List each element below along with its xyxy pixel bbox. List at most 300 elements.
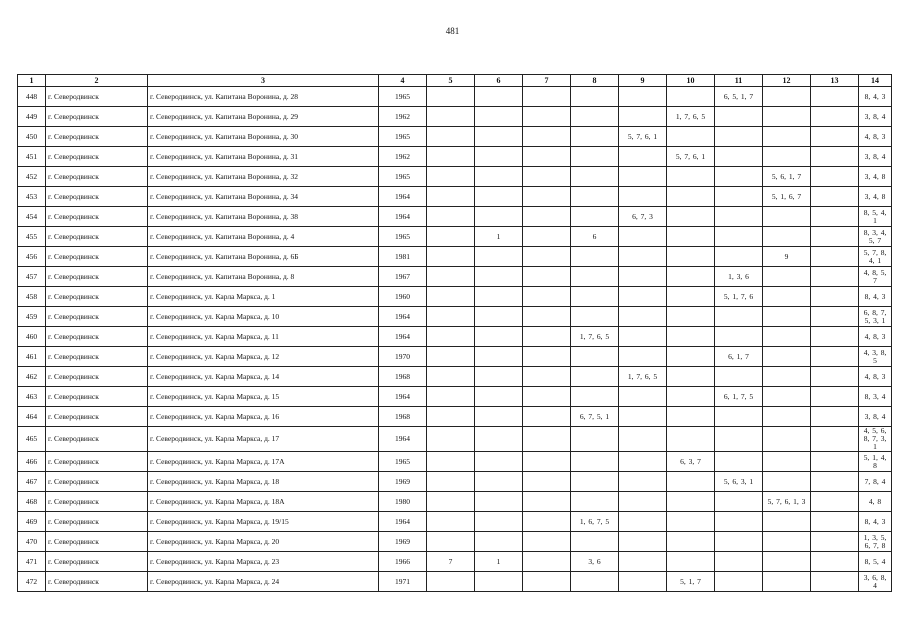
row-number-cell: 457 (18, 267, 46, 287)
col-14-cell: 6, 8, 7, 5, 3, 1 (859, 307, 892, 327)
table-row (18, 307, 892, 327)
col-13-cell (811, 147, 859, 167)
col-6-cell (475, 187, 523, 207)
table-row (18, 407, 892, 427)
row-number-cell: 463 (18, 387, 46, 407)
col-6-cell (475, 367, 523, 387)
col-9-cell (619, 247, 667, 267)
col-14-cell: 4, 8, 3 (859, 367, 892, 387)
col-14-cell: 3, 4, 8 (859, 187, 892, 207)
col-5-cell (427, 227, 475, 247)
col-10-cell (667, 512, 715, 532)
col-11-cell: 6, 1, 7 (715, 347, 763, 367)
col-8-cell (571, 347, 619, 367)
col-14-cell: 7, 8, 4 (859, 472, 892, 492)
col-5-cell (427, 472, 475, 492)
year-cell: 1971 (379, 572, 427, 592)
settlement-cell: г. Северодвинск (46, 512, 148, 532)
col-10-cell (667, 187, 715, 207)
year-cell: 1967 (379, 267, 427, 287)
col-5-cell (427, 267, 475, 287)
col-5-cell (427, 187, 475, 207)
address-cell: г. Северодвинск, ул. Карла Маркса, д. 17А (148, 452, 379, 472)
col-8-cell (571, 267, 619, 287)
settlement-cell: г. Северодвинск (46, 427, 148, 452)
table-row (18, 452, 892, 472)
col-10-cell (667, 472, 715, 492)
col-6-cell: 1 (475, 227, 523, 247)
year-cell: 1964 (379, 327, 427, 347)
col-9-cell: 1, 7, 6, 5 (619, 367, 667, 387)
col-10-cell: 5, 1, 7 (667, 572, 715, 592)
settlement-cell: г. Северодвинск (46, 167, 148, 187)
col-12-cell: 5, 6, 1, 7 (763, 167, 811, 187)
table-row (18, 327, 892, 347)
col-8-cell (571, 532, 619, 552)
col-6-cell (475, 532, 523, 552)
row-number-cell: 469 (18, 512, 46, 532)
col-11-cell (715, 407, 763, 427)
col-8-cell (571, 367, 619, 387)
column-header: 9 (619, 75, 667, 87)
settlement-cell: г. Северодвинск (46, 532, 148, 552)
col-5-cell (427, 307, 475, 327)
col-7-cell (523, 472, 571, 492)
col-11-cell (715, 367, 763, 387)
column-header: 8 (571, 75, 619, 87)
col-8-cell: 6 (571, 227, 619, 247)
col-12-cell (763, 367, 811, 387)
col-14-cell: 4, 8, 3 (859, 327, 892, 347)
year-cell: 1968 (379, 407, 427, 427)
address-cell: г. Северодвинск, ул. Капитана Воронина, д. 31 (148, 147, 379, 167)
col-9-cell (619, 347, 667, 367)
col-8-cell (571, 472, 619, 492)
address-cell: г. Северодвинск, ул. Капитана Воронина, д. 34 (148, 187, 379, 207)
table-row (18, 187, 892, 207)
col-14-cell: 3, 8, 4 (859, 107, 892, 127)
col-10-cell (667, 227, 715, 247)
col-10-cell: 1, 7, 6, 5 (667, 107, 715, 127)
year-cell: 1962 (379, 147, 427, 167)
col-6-cell (475, 167, 523, 187)
column-header: 14 (859, 75, 892, 87)
col-5-cell (427, 427, 475, 452)
address-cell: г. Северодвинск, ул. Карла Маркса, д. 18А (148, 492, 379, 512)
col-14-cell: 8, 5, 4 (859, 552, 892, 572)
col-14-cell: 1, 3, 5, 6, 7, 8 (859, 532, 892, 552)
address-cell: г. Северодвинск, ул. Капитана Воронина, д. 30 (148, 127, 379, 147)
col-6-cell (475, 427, 523, 452)
year-cell: 1965 (379, 227, 427, 247)
col-7-cell (523, 512, 571, 532)
column-header: 2 (46, 75, 148, 87)
col-12-cell (763, 107, 811, 127)
col-11-cell (715, 127, 763, 147)
row-number-cell: 466 (18, 452, 46, 472)
col-13-cell (811, 267, 859, 287)
row-number-cell: 471 (18, 552, 46, 572)
col-8-cell: 1, 7, 6, 5 (571, 327, 619, 347)
col-12-cell (763, 552, 811, 572)
col-14-cell: 4, 3, 8, 5 (859, 347, 892, 367)
col-8-cell (571, 87, 619, 107)
col-14-cell: 4, 8 (859, 492, 892, 512)
col-7-cell (523, 287, 571, 307)
year-cell: 1964 (379, 427, 427, 452)
column-header: 13 (811, 75, 859, 87)
table-row (18, 367, 892, 387)
address-cell: г. Северодвинск, ул. Карла Маркса, д. 18 (148, 472, 379, 492)
register-table (17, 74, 892, 592)
col-8-cell (571, 107, 619, 127)
col-13-cell (811, 167, 859, 187)
table-body (18, 87, 892, 592)
col-7-cell (523, 267, 571, 287)
col-13-cell (811, 407, 859, 427)
col-13-cell (811, 247, 859, 267)
col-6-cell (475, 87, 523, 107)
col-9-cell (619, 187, 667, 207)
col-9-cell (619, 307, 667, 327)
col-7-cell (523, 187, 571, 207)
settlement-cell: г. Северодвинск (46, 187, 148, 207)
col-6-cell (475, 247, 523, 267)
col-12-cell (763, 347, 811, 367)
column-header: 6 (475, 75, 523, 87)
year-cell: 1981 (379, 247, 427, 267)
address-cell: г. Северодвинск, ул. Капитана Воронина, д. 32 (148, 167, 379, 187)
col-13-cell (811, 572, 859, 592)
address-cell: г. Северодвинск, ул. Капитана Воронина, д. 38 (148, 207, 379, 227)
col-6-cell (475, 572, 523, 592)
table-row (18, 287, 892, 307)
settlement-cell: г. Северодвинск (46, 492, 148, 512)
col-9-cell: 5, 7, 6, 1 (619, 127, 667, 147)
col-14-cell: 4, 8, 3 (859, 127, 892, 147)
col-13-cell (811, 532, 859, 552)
table-header (18, 75, 892, 87)
settlement-cell: г. Северодвинск (46, 572, 148, 592)
col-5-cell (427, 327, 475, 347)
col-5-cell (427, 167, 475, 187)
col-9-cell (619, 452, 667, 472)
address-cell: г. Северодвинск, ул. Карла Маркса, д. 19/15 (148, 512, 379, 532)
col-9-cell: 6, 7, 3 (619, 207, 667, 227)
col-9-cell (619, 167, 667, 187)
settlement-cell: г. Северодвинск (46, 452, 148, 472)
col-7-cell (523, 532, 571, 552)
col-10-cell (667, 532, 715, 552)
col-5-cell (427, 367, 475, 387)
col-6-cell (475, 452, 523, 472)
address-cell: г. Северодвинск, ул. Карла Маркса, д. 15 (148, 387, 379, 407)
settlement-cell: г. Северодвинск (46, 307, 148, 327)
settlement-cell: г. Северодвинск (46, 87, 148, 107)
column-header: 4 (379, 75, 427, 87)
col-10-cell (667, 247, 715, 267)
year-cell: 1964 (379, 187, 427, 207)
row-number-cell: 462 (18, 367, 46, 387)
col-10-cell (667, 407, 715, 427)
col-9-cell (619, 472, 667, 492)
page-number: 481 (445, 26, 460, 36)
col-8-cell (571, 247, 619, 267)
settlement-cell: г. Северодвинск (46, 552, 148, 572)
col-12-cell (763, 227, 811, 247)
col-6-cell (475, 512, 523, 532)
col-11-cell: 1, 3, 6 (715, 267, 763, 287)
col-10-cell (667, 207, 715, 227)
col-12-cell (763, 267, 811, 287)
table-row (18, 492, 892, 512)
col-8-cell (571, 572, 619, 592)
col-5-cell (427, 287, 475, 307)
col-13-cell (811, 387, 859, 407)
col-13-cell (811, 107, 859, 127)
col-11-cell (715, 492, 763, 512)
address-cell: г. Северодвинск, ул. Карла Маркса, д. 11 (148, 327, 379, 347)
col-6-cell (475, 307, 523, 327)
row-number-cell: 452 (18, 167, 46, 187)
col-9-cell (619, 387, 667, 407)
col-7-cell (523, 367, 571, 387)
row-number-cell: 451 (18, 147, 46, 167)
col-13-cell (811, 367, 859, 387)
col-13-cell (811, 227, 859, 247)
table-row (18, 147, 892, 167)
col-11-cell (715, 327, 763, 347)
col-13-cell (811, 307, 859, 327)
col-10-cell (667, 427, 715, 452)
col-10-cell (667, 552, 715, 572)
col-10-cell: 5, 7, 6, 1 (667, 147, 715, 167)
col-6-cell (475, 207, 523, 227)
col-14-cell: 8, 4, 3 (859, 287, 892, 307)
col-7-cell (523, 107, 571, 127)
col-6-cell (475, 147, 523, 167)
address-cell: г. Северодвинск, ул. Карла Маркса, д. 16 (148, 407, 379, 427)
col-12-cell (763, 87, 811, 107)
settlement-cell: г. Северодвинск (46, 147, 148, 167)
col-5-cell (427, 452, 475, 472)
col-8-cell (571, 127, 619, 147)
col-14-cell: 8, 4, 3 (859, 87, 892, 107)
year-cell: 1965 (379, 127, 427, 147)
row-number-cell: 461 (18, 347, 46, 367)
col-5-cell (427, 127, 475, 147)
col-7-cell (523, 327, 571, 347)
year-cell: 1968 (379, 367, 427, 387)
col-12-cell (763, 452, 811, 472)
col-7-cell (523, 147, 571, 167)
col-14-cell: 8, 3, 4, 5, 7 (859, 227, 892, 247)
col-11-cell (715, 532, 763, 552)
settlement-cell: г. Северодвинск (46, 207, 148, 227)
col-9-cell (619, 532, 667, 552)
col-14-cell: 8, 3, 4 (859, 387, 892, 407)
col-10-cell (667, 267, 715, 287)
col-5-cell (427, 387, 475, 407)
col-6-cell: 1 (475, 552, 523, 572)
table-row (18, 107, 892, 127)
address-cell: г. Северодвинск, ул. Карла Маркса, д. 12 (148, 347, 379, 367)
col-14-cell: 4, 8, 5, 7 (859, 267, 892, 287)
row-number-cell: 450 (18, 127, 46, 147)
col-11-cell: 6, 5, 1, 7 (715, 87, 763, 107)
col-5-cell (427, 147, 475, 167)
row-number-cell: 453 (18, 187, 46, 207)
year-cell: 1962 (379, 107, 427, 127)
col-13-cell (811, 187, 859, 207)
col-11-cell (715, 572, 763, 592)
table-row (18, 167, 892, 187)
col-6-cell (475, 407, 523, 427)
col-5-cell (427, 347, 475, 367)
row-number-cell: 468 (18, 492, 46, 512)
settlement-cell: г. Северодвинск (46, 107, 148, 127)
col-11-cell (715, 452, 763, 472)
year-cell: 1966 (379, 552, 427, 572)
settlement-cell: г. Северодвинск (46, 407, 148, 427)
col-5-cell (427, 107, 475, 127)
row-number-cell: 449 (18, 107, 46, 127)
col-12-cell (763, 472, 811, 492)
col-8-cell (571, 287, 619, 307)
col-8-cell (571, 207, 619, 227)
col-12-cell (763, 532, 811, 552)
col-14-cell: 3, 8, 4 (859, 147, 892, 167)
col-5-cell (427, 207, 475, 227)
col-6-cell (475, 327, 523, 347)
year-cell: 1964 (379, 512, 427, 532)
col-7-cell (523, 227, 571, 247)
col-12-cell (763, 572, 811, 592)
col-13-cell (811, 492, 859, 512)
settlement-cell: г. Северодвинск (46, 127, 148, 147)
settlement-cell: г. Северодвинск (46, 367, 148, 387)
col-8-cell (571, 187, 619, 207)
table-row (18, 512, 892, 532)
col-11-cell (715, 207, 763, 227)
col-5-cell (427, 512, 475, 532)
col-13-cell (811, 512, 859, 532)
table-row (18, 267, 892, 287)
address-cell: г. Северодвинск, ул. Карла Маркса, д. 10 (148, 307, 379, 327)
col-12-cell: 5, 1, 6, 7 (763, 187, 811, 207)
row-number-cell: 464 (18, 407, 46, 427)
col-6-cell (475, 492, 523, 512)
row-number-cell: 459 (18, 307, 46, 327)
col-11-cell: 6, 1, 7, 5 (715, 387, 763, 407)
col-10-cell (667, 287, 715, 307)
col-14-cell: 8, 5, 4, 1 (859, 207, 892, 227)
table-row (18, 427, 892, 452)
row-number-cell: 455 (18, 227, 46, 247)
col-12-cell (763, 512, 811, 532)
col-12-cell (763, 147, 811, 167)
col-7-cell (523, 207, 571, 227)
col-11-cell (715, 187, 763, 207)
table-row (18, 532, 892, 552)
col-9-cell (619, 407, 667, 427)
col-11-cell (715, 227, 763, 247)
col-13-cell (811, 552, 859, 572)
col-9-cell (619, 492, 667, 512)
year-cell: 1969 (379, 472, 427, 492)
row-number-cell: 470 (18, 532, 46, 552)
col-9-cell (619, 427, 667, 452)
col-13-cell (811, 287, 859, 307)
column-header: 5 (427, 75, 475, 87)
col-9-cell (619, 287, 667, 307)
row-number-cell: 467 (18, 472, 46, 492)
settlement-cell: г. Северодвинск (46, 287, 148, 307)
col-7-cell (523, 552, 571, 572)
settlement-cell: г. Северодвинск (46, 267, 148, 287)
col-7-cell (523, 407, 571, 427)
settlement-cell: г. Северодвинск (46, 247, 148, 267)
col-7-cell (523, 452, 571, 472)
col-14-cell: 5, 7, 8, 4, 1 (859, 247, 892, 267)
col-12-cell (763, 127, 811, 147)
col-11-cell (715, 552, 763, 572)
col-7-cell (523, 307, 571, 327)
col-5-cell (427, 247, 475, 267)
year-cell: 1969 (379, 532, 427, 552)
column-header: 12 (763, 75, 811, 87)
settlement-cell: г. Северодвинск (46, 327, 148, 347)
col-5-cell (427, 492, 475, 512)
table-row (18, 572, 892, 592)
address-cell: г. Северодвинск, ул. Карла Маркса, д. 1 (148, 287, 379, 307)
col-6-cell (475, 387, 523, 407)
col-10-cell (667, 387, 715, 407)
col-12-cell (763, 307, 811, 327)
row-number-cell: 465 (18, 427, 46, 452)
year-cell: 1980 (379, 492, 427, 512)
col-10-cell (667, 347, 715, 367)
col-10-cell (667, 307, 715, 327)
col-6-cell (475, 347, 523, 367)
col-5-cell (427, 407, 475, 427)
col-9-cell (619, 552, 667, 572)
year-cell: 1965 (379, 452, 427, 472)
col-11-cell (715, 107, 763, 127)
address-cell: г. Северодвинск, ул. Карла Маркса, д. 14 (148, 367, 379, 387)
col-8-cell (571, 147, 619, 167)
table-row (18, 87, 892, 107)
column-header: 7 (523, 75, 571, 87)
settlement-cell: г. Северодвинск (46, 227, 148, 247)
settlement-cell: г. Северодвинск (46, 387, 148, 407)
table-row (18, 347, 892, 367)
header-row (18, 75, 892, 87)
col-10-cell (667, 167, 715, 187)
address-cell: г. Северодвинск, ул. Капитана Воронина, д. 6Б (148, 247, 379, 267)
col-6-cell (475, 267, 523, 287)
col-9-cell (619, 107, 667, 127)
col-7-cell (523, 427, 571, 452)
col-12-cell (763, 327, 811, 347)
table-row (18, 127, 892, 147)
row-number-cell: 454 (18, 207, 46, 227)
col-14-cell: 3, 4, 8 (859, 167, 892, 187)
row-number-cell: 458 (18, 287, 46, 307)
col-8-cell: 6, 7, 5, 1 (571, 407, 619, 427)
address-cell: г. Северодвинск, ул. Карла Маркса, д. 24 (148, 572, 379, 592)
col-7-cell (523, 247, 571, 267)
